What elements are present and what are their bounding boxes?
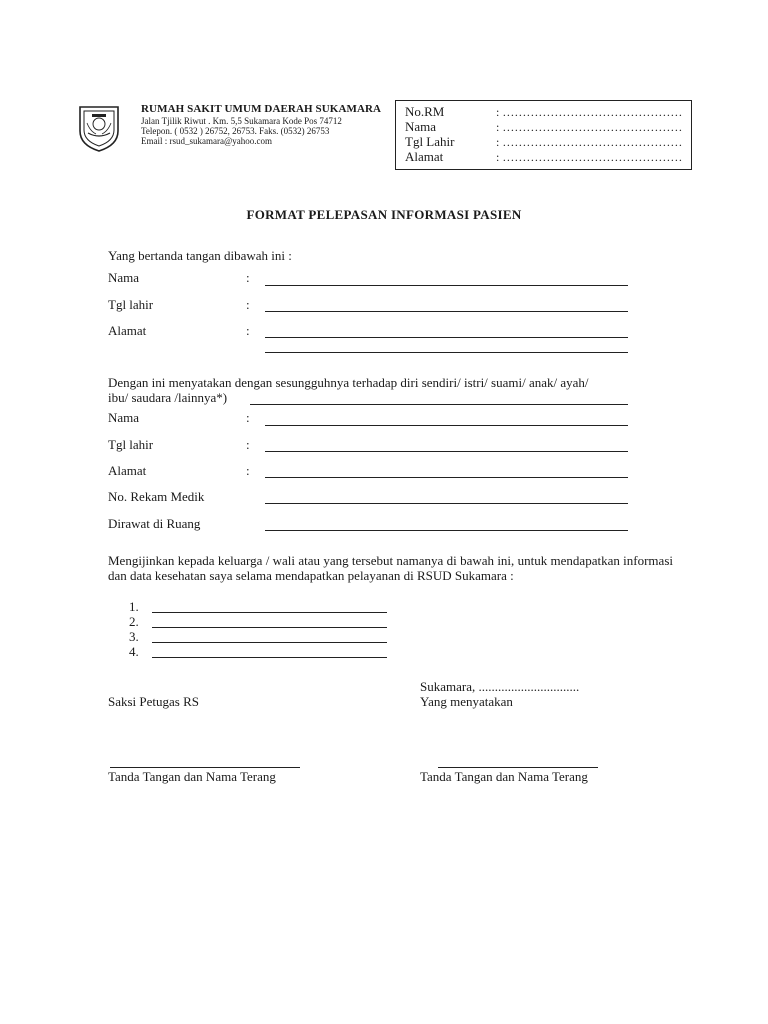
- hospital-address: Jalan Tjilik Riwut . Km. 5,5 Sukamara Kode Pos 74712: [141, 116, 342, 126]
- field-label: Alamat: [108, 463, 147, 478]
- field-colon: :: [246, 463, 250, 478]
- witness-caption: Tanda Tangan dan Nama Terang: [108, 769, 276, 784]
- form-title: FORMAT PELEPASAN INFORMASI PASIEN: [246, 207, 522, 222]
- declarant-caption: Tanda Tangan dan Nama Terang: [420, 769, 588, 784]
- fill-line[interactable]: [265, 530, 628, 531]
- regional-emblem-icon: [76, 103, 122, 153]
- hospital-email: Email : rsud_sukamara@yahoo.com: [141, 136, 273, 146]
- fill-line[interactable]: [152, 642, 387, 643]
- section1-intro: Yang bertanda tangan dibawah ini :: [108, 248, 292, 263]
- section2-intro-line1: Dengan ini menyatakan dengan sesungguhnya terhadap diri sendiri/ istri/ suami/ anak/ ayah/: [108, 375, 589, 390]
- fill-line[interactable]: [265, 311, 628, 312]
- fill-line[interactable]: [265, 352, 628, 353]
- fill-line[interactable]: [152, 627, 387, 628]
- fill-line[interactable]: [250, 404, 628, 405]
- field-colon: :: [246, 437, 250, 452]
- fill-line[interactable]: [265, 285, 628, 286]
- signature-line-witness[interactable]: [110, 767, 300, 768]
- fill-line[interactable]: [265, 425, 628, 426]
- field-label: Nama: [108, 410, 140, 425]
- record-label: Alamat: [405, 149, 444, 164]
- signature-line-declarant[interactable]: [438, 767, 598, 768]
- record-value-field[interactable]: : ………………………………………: [496, 120, 683, 134]
- record-label: No.RM: [405, 104, 445, 119]
- field-colon: :: [246, 410, 250, 425]
- hospital-name: RUMAH SAKIT UMUM DAERAH SUKAMARA: [141, 103, 382, 115]
- field-label: Dirawat di Ruang: [108, 516, 201, 531]
- record-value-field[interactable]: : ………………………………………: [496, 135, 683, 149]
- section2-intro-line2: ibu/ saudara /lainnya*): [108, 390, 228, 405]
- field-label: No. Rekam Medik: [108, 489, 205, 504]
- field-colon: :: [246, 270, 250, 285]
- place-date: Sukamara, ...............................: [420, 679, 580, 694]
- field-colon: :: [246, 297, 250, 312]
- fill-line[interactable]: [152, 612, 387, 613]
- record-label: Nama: [405, 119, 437, 134]
- consent-paragraph: Mengijinkan kepada keluarga / wali atau yang tersebut namanya di bawah ini, untuk mendapatkan informasi dan data kesehatan saya selama mendapatkan pelayanan di RSUD Sukamara :: [108, 553, 673, 583]
- declarant-role: Yang menyatakan: [420, 694, 513, 709]
- record-label: Tgl Lahir: [405, 134, 455, 149]
- record-box: [395, 100, 692, 170]
- fill-line[interactable]: [152, 657, 387, 658]
- fill-line[interactable]: [265, 451, 628, 452]
- field-label: Nama: [108, 270, 140, 285]
- fill-line[interactable]: [265, 477, 628, 478]
- witness-role: Saksi Petugas RS: [108, 694, 200, 709]
- record-value-field[interactable]: : ………………………………………: [496, 105, 683, 119]
- field-colon: :: [246, 323, 250, 338]
- list-item-number: 2.: [129, 614, 139, 629]
- field-label: Tgl lahir: [108, 297, 154, 312]
- fill-line[interactable]: [265, 337, 628, 338]
- list-item-number: 4.: [129, 644, 139, 659]
- list-item-number: 1.: [129, 599, 139, 614]
- field-label: Alamat: [108, 323, 147, 338]
- hospital-phone: Telepon. ( 0532 ) 26752, 26753. Faks. (0532) 26753: [141, 126, 330, 136]
- field-label: Tgl lahir: [108, 437, 154, 452]
- list-item-number: 3.: [129, 629, 139, 644]
- fill-line[interactable]: [265, 503, 628, 504]
- record-value-field[interactable]: : ………………………………………: [496, 150, 683, 164]
